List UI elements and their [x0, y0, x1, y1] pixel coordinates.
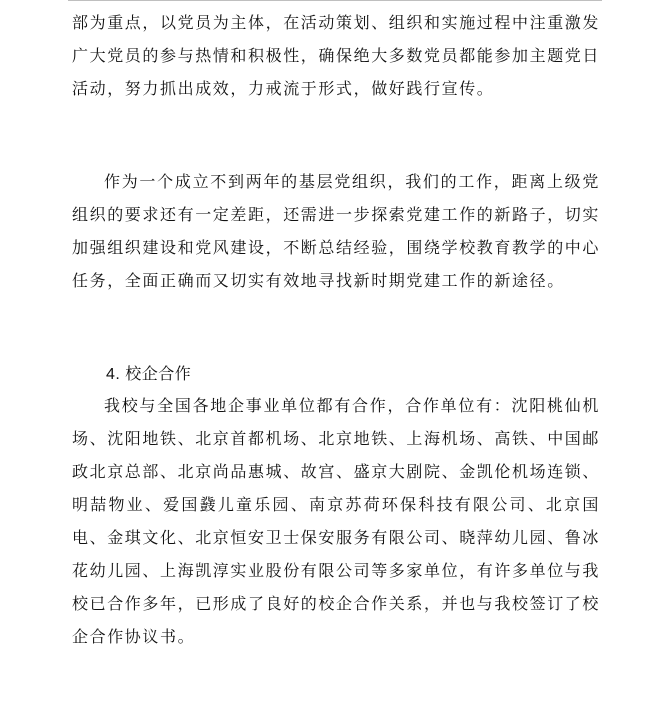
section-spacer: [72, 297, 600, 361]
section-heading-school-enterprise: 4. 校企合作: [106, 366, 192, 383]
paragraph-spacer: [72, 105, 600, 165]
paragraph-school-enterprise: 我校与全国各地企事业单位都有合作，合作单位有：沈阳桃仙机场、沈阳地铁、北京首都机场、北京地铁、上海机场、高铁、中国邮政北京总部、北京尚品惠城、故宫、盛京大剧院、金凯伦机场连锁、明喆物业、爱国鼗儿童乐园、南京苏荷环保科技有限公司、北京国电、金琪文化、北京恒安卫士保安服务有限公司、晓萍幼儿园、鲁冰花幼儿园、上海凯淳实业股份有限公司等多家单位，有许多单位与我校已合作多年，已形成了良好的校企合作关系，并也与我校签订了校企合作协议书。: [72, 396, 601, 646]
paragraph-continued: 部为重点，以党员为主体，在活动策划、组织和实施过程中注重激发广大党员的参与热情和积极性，确保绝大多数党员都能参加主题党日活动，努力抓出成效，力戒流于形式，做好践行宣传。: [72, 13, 601, 98]
document-body: [72, 6, 600, 653]
page-top-border: [68, 0, 602, 1]
paragraph-party-work: 作为一个成立不到两年的基层党组织，我们的工作，距离上级党组织的要求还有一定差距，还需进一步探索党建工作的新路子，切实加强组织建设和党风建设，不断总结经验，围绕学校教育教学的中心任务，全面正确而又切实有效地寻找新时期党建工作的新途径。: [72, 172, 601, 290]
